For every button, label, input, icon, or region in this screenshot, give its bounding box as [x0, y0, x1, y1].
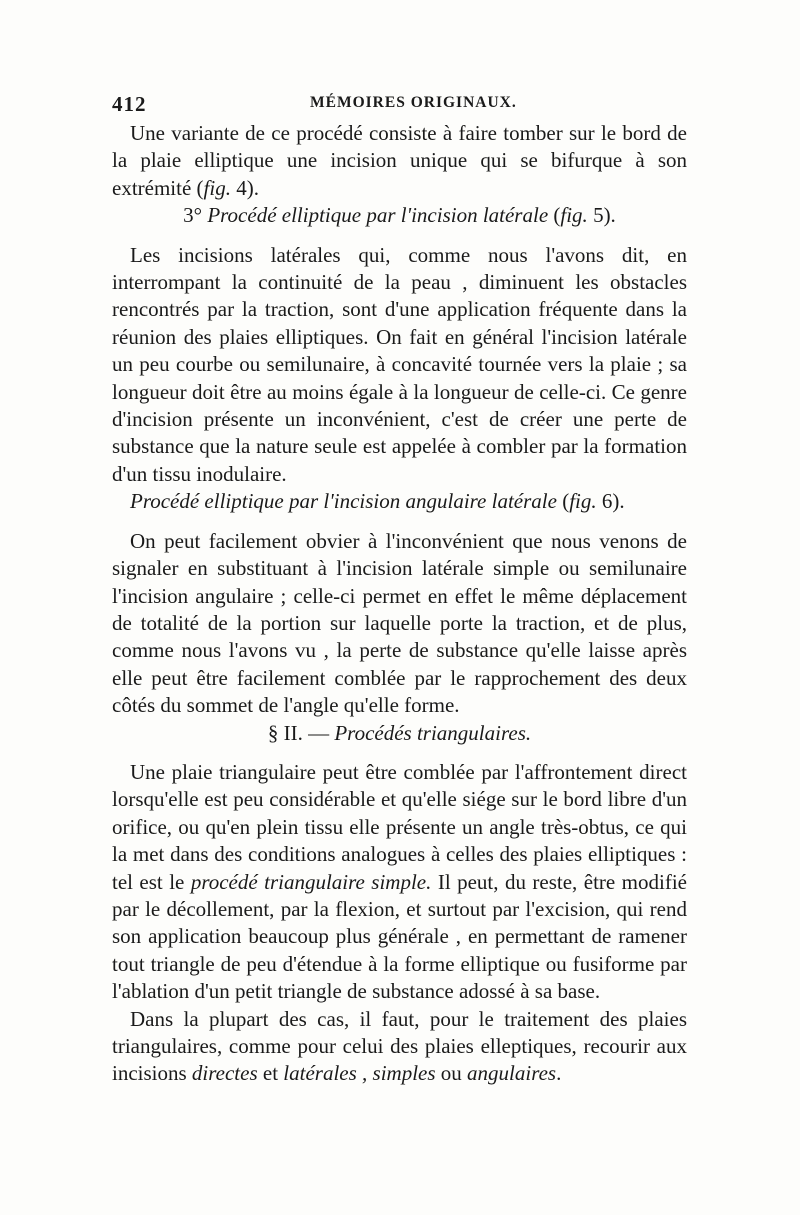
- paragraph-5: Dans la plupart des cas, il faut, pour le traitement des plaies triangulaires, comme pour celui des plaies elleptiques, recourir aux incisions directes et latérales , simples ou angulaires.: [112, 1006, 687, 1086]
- page-header: [112, 92, 687, 116]
- section-heading-3: 3° Procédé elliptique par l'incision latérale (fig. 5).: [183, 203, 616, 228]
- section-heading-triangular: § II. — Procédés triangulaires.: [267, 720, 532, 745]
- paragraph-2: Les incisions latérales qui, comme nous l'avons dit, en interrompant la continuité de la peau , diminuent les obstacles rencontrés par la traction, sont d'une application fréquente dans la réunion des plaies elliptiques. On fait en général l'incision latérale un peu courbe ou semilunaire, à concavité tournée vers la plaie ; sa longueur doit être au moins égale à la longueur de celle-ci. Ce genre d'incision présente un inconvénient, c'est de créer une perte de substance que la nature seule est appelée à combler par la formation d'un tissu inodulaire.: [112, 242, 687, 486]
- paragraph-4: Une plaie triangulaire peut être comblée par l'affrontement direct lorsqu'elle est peu considérable et qu'elle siége sur le bord libre d'un orifice, ou qu'en plein tissu elle présente un angle très-obtus, ce qui la met dans des conditions analogues à celles des plaies elliptiques : tel est le procédé triangulaire simple. Il peut, du reste, être modifié par le décollement, par la flexion, et surtout par l'excision, qui rend son application beaucoup plus générale , en permettant de ramener tout triangle de peu d'étendue à la forme elliptique ou fusiforme par l'ablation d'un petit triangle de substance adossé à sa base.: [112, 759, 687, 1004]
- paragraph-3: On peut facilement obvier à l'inconvénient que nous venons de signaler en substituant à l'incision latérale simple ou semilunaire l'incision angulaire ; celle-ci permet en effet le même déplacement de totalité de la portion sur laquelle porte la traction, et de plus, comme nous l'avons vu , la perte de substance qu'elle laisse après elle peut être facilement comblée par le rapprochement des deux côtés du sommet de l'angle qu'elle forme.: [112, 528, 687, 718]
- running-title: MÉMOIRES ORIGINAUX.: [310, 94, 517, 111]
- page-number: 412: [112, 92, 147, 116]
- paragraph-1: Une variante de ce procédé consiste à faire tomber sur le bord de la plaie elliptique une incision unique qui se bifurque à son extrémité (fig. 4).: [112, 121, 687, 200]
- subsection-heading-angular: Procédé elliptique par l'incision angulaire latérale (fig. 6).: [130, 489, 625, 514]
- book-page: [112, 92, 687, 1088]
